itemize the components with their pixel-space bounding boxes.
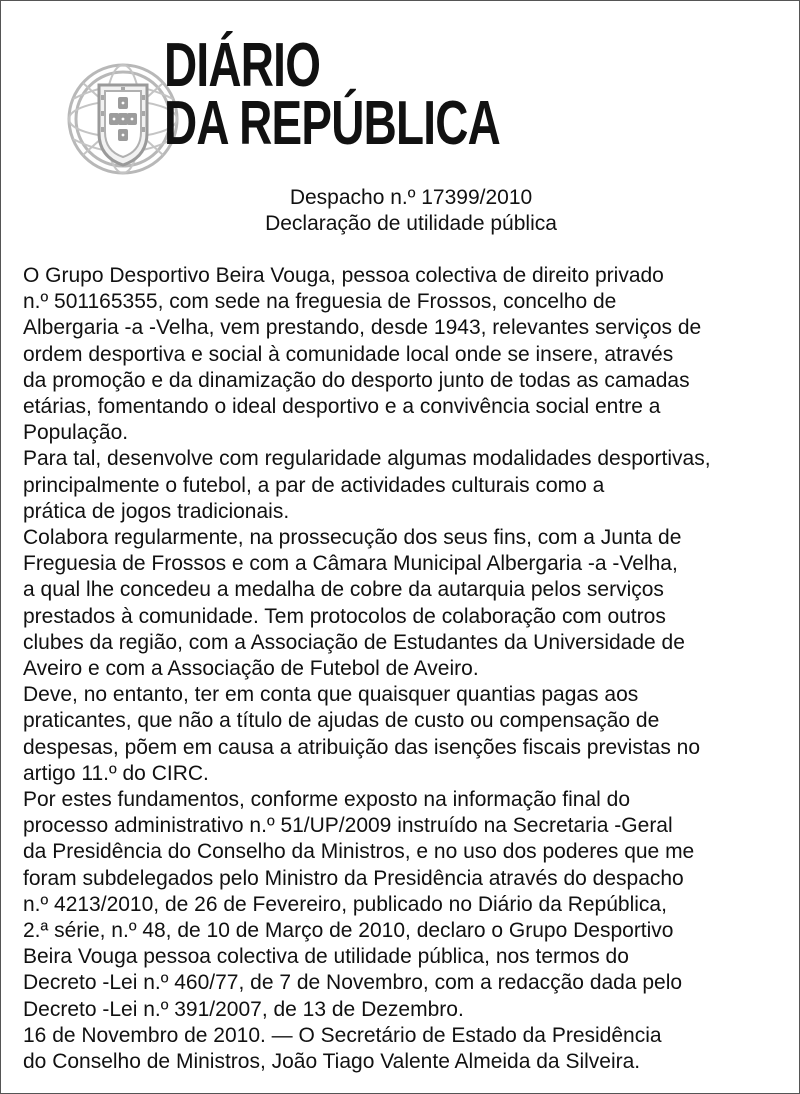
body-line: Para tal, desenvolve com regularidade algumas modalidades desportivas, [23, 447, 711, 471]
body-line: Aveiro e com a Associação de Futebol de Aveiro. [23, 657, 479, 681]
body-line: etárias, fomentando o ideal desportivo e a convivência social entre a [23, 395, 661, 419]
body-line: Colabora regularmente, na prossecução dos seus fins, com a Junta de [23, 526, 682, 550]
body-line: Por estes fundamentos, conforme exposto na informação final do [23, 788, 631, 812]
body-line: n.º 4213/2010, de 26 de Fevereiro, publicado no Diário da República, [23, 892, 667, 916]
body-line: n.º 501165355, com sede na freguesia de Frossos, concelho de [23, 290, 617, 314]
body-line: Albergaria -a -Velha, vem prestando, desde 1943, relevantes serviços de [23, 316, 702, 340]
body-line: foram subdelegados pelo Ministro da Presidência através do despacho [23, 866, 684, 890]
body-line: O Grupo Desportivo Beira Vouga, pessoa colectiva de direito privado [23, 264, 664, 287]
document-subject: Declaração de utilidade pública [265, 212, 557, 235]
body-line: Decreto -Lei n.º 391/2007, de 13 de Dezembro. [23, 997, 464, 1021]
body-line: ordem desportiva e social à comunidade local onde se insere, através [23, 342, 674, 366]
body-line: 16 de Novembro de 2010. — O Secretário de Estado da Presidência [23, 1023, 662, 1047]
body-line: principalmente o futebol, a par de actividades culturais como a [23, 473, 605, 497]
body-line: prestados à comunidade. Tem protocolos de colaboração com outros [23, 604, 666, 628]
body-line: Deve, no entanto, ter em conta que quaisquer quantias pagas aos [23, 683, 639, 707]
body-line: da Presidência do Conselho da Ministros, e no uso dos poderes que me [23, 840, 695, 864]
masthead-title-line2: DA REPÚBLICA [164, 89, 501, 158]
body-line: artigo 11.º do CIRC. [23, 761, 209, 785]
body-line: Freguesia de Frossos e com a Câmara Municipal Albergaria -a -Velha, [23, 552, 678, 576]
body-line: Decreto -Lei n.º 460/77, de 7 de Novembro, com a redacção dada pelo [23, 971, 683, 995]
body-line: População. [23, 421, 129, 445]
body-line: a qual lhe concedeu a medalha de cobre da autarquia pelos serviços [23, 578, 664, 602]
body-line: despesas, põem em causa a atribuição das isenções fiscais previstas no [23, 735, 701, 759]
body-line: Beira Vouga pessoa colectiva de utilidade pública, nos termos do [23, 945, 629, 969]
body-line: prática de jogos tradicionais. [23, 499, 290, 523]
document-number: Despacho n.º 17399/2010 [289, 186, 533, 209]
body-line: clubes da região, com a Associação de Estudantes da Universidade de [23, 630, 685, 654]
masthead-title-line1: DIÁRIO [164, 31, 321, 100]
body-line: 2.ª série, n.º 48, de 10 de Março de 2010, declaro o Grupo Desportivo [23, 919, 674, 943]
body-line: do Conselho de Ministros, João Tiago Valente Almeida da Silveira. [23, 1050, 641, 1074]
portuguese-coat-of-arms-icon [61, 33, 181, 183]
masthead [61, 31, 501, 193]
document-body [23, 263, 799, 1075]
masthead-title [164, 31, 501, 158]
body-line: processo administrativo n.º 51/UP/2009 instruído na Secretaria -Geral [23, 814, 673, 838]
body-line: da promoção e da dinamização do desporto junto de todas as camadas [23, 368, 690, 392]
body-line: praticantes, que não a título de ajudas de custo ou compensação de [23, 709, 660, 733]
